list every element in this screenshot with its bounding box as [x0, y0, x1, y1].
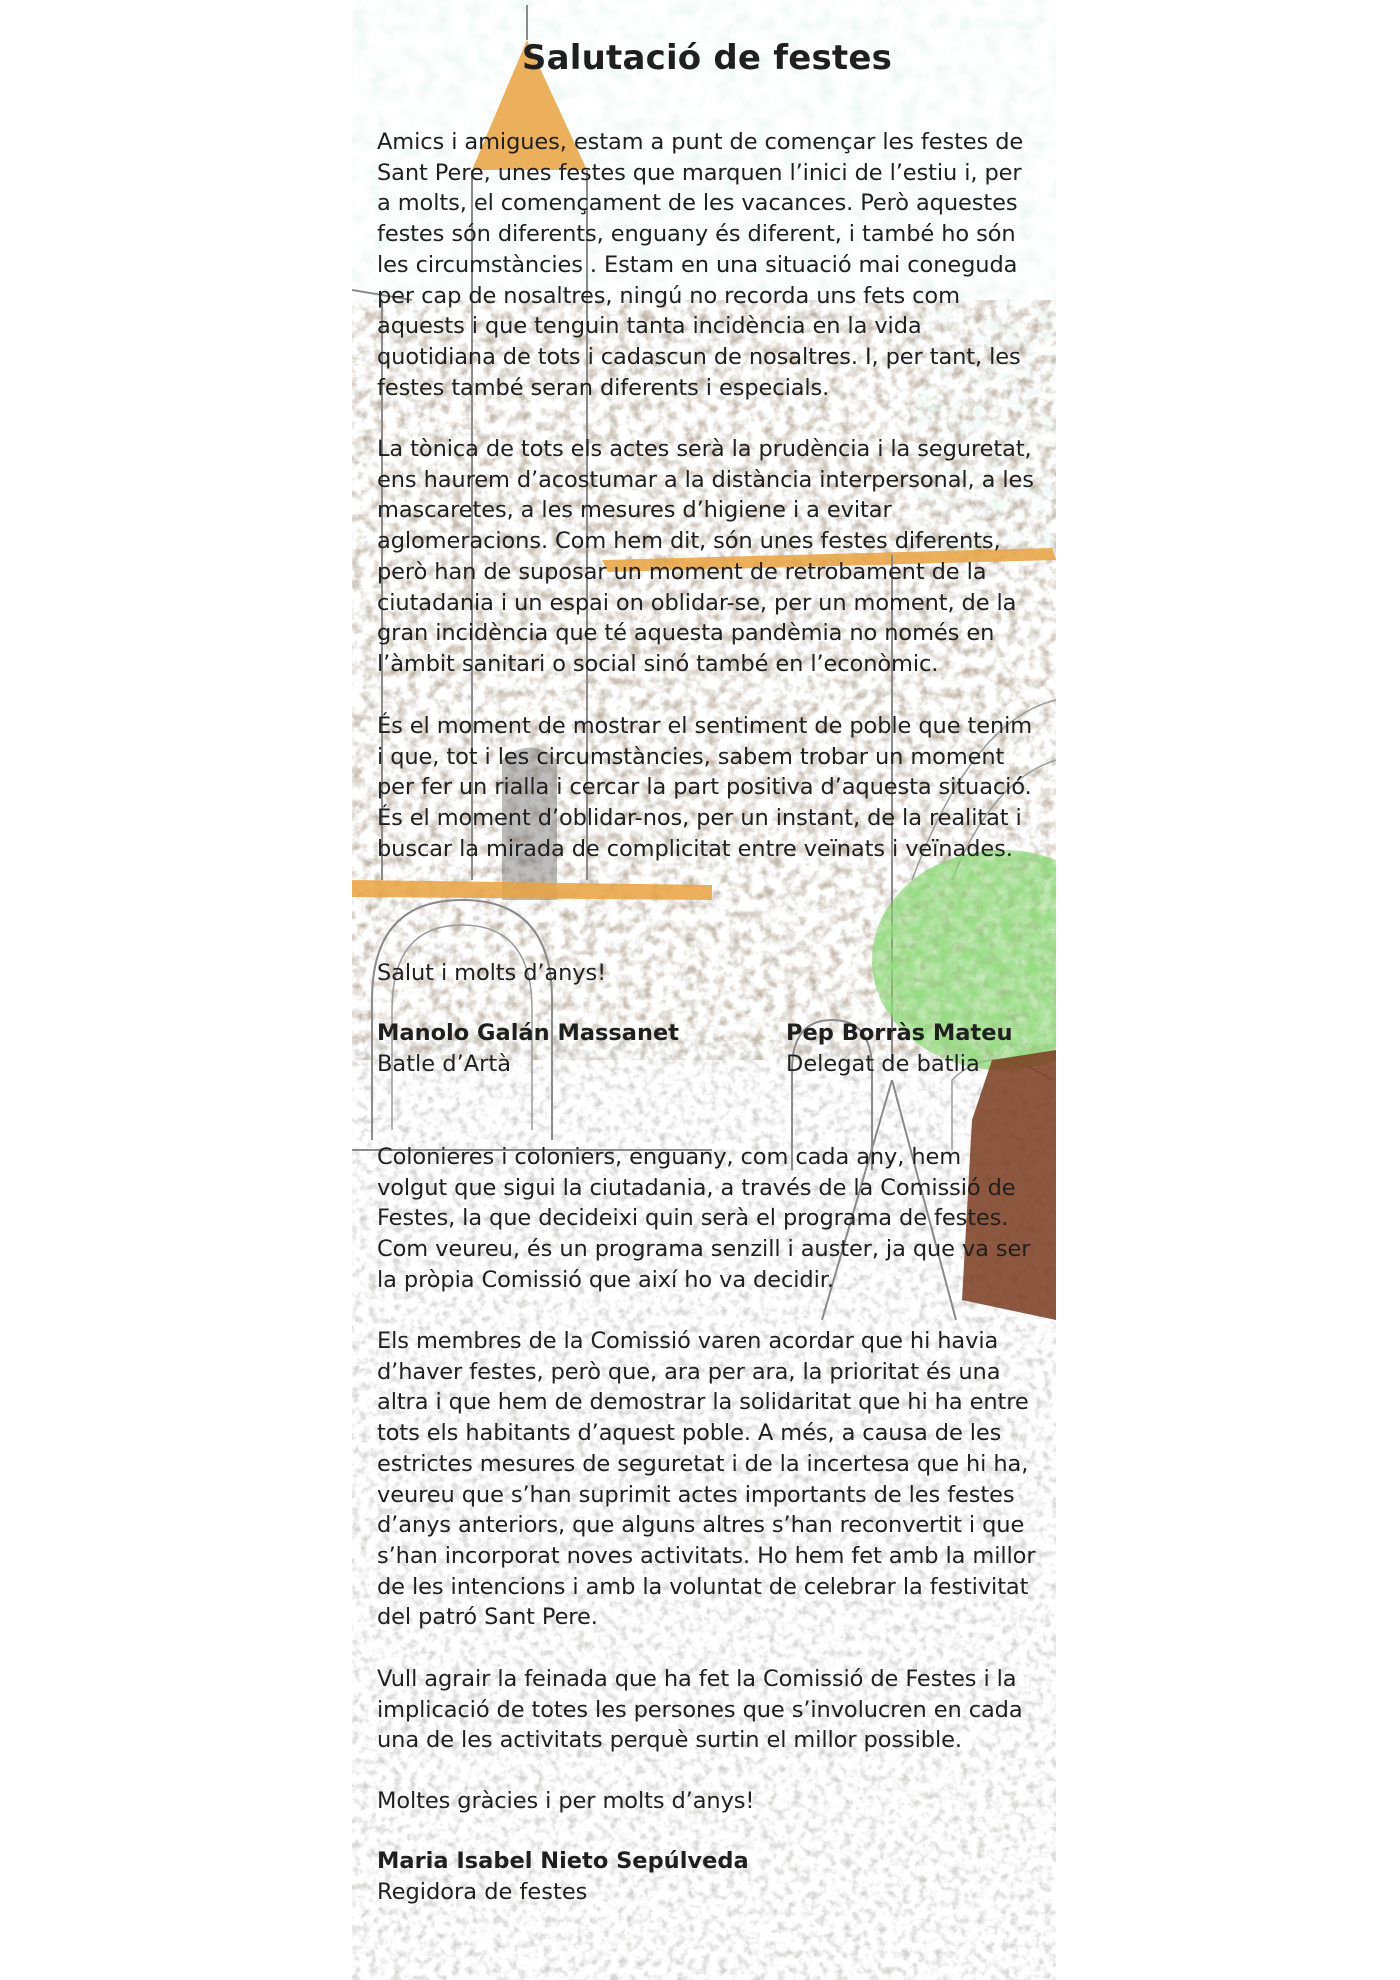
paragraph-commission: Els membres de la Comissió varen acordar que hi havia d’haver festes, però que, ara per ara, la prioritat és una altra i que hem de demostrar la solidaritat que hi ha entre tots els habitants d’aquest poble. A més, a causa de les estrictes mesures de seguretat i de la incertesa que hi ha, veureu que s’han suprimit actes importants de les festes d’anys anteriors, que alguns altres s’han reconvertit i que s’han incorporat noves activitats. Ho hem fet amb la millor de les intencions i amb la voluntat de celebrar la festivitat del patró Sant Pere.	[377, 1328, 1036, 1631]
closing-thanks: Moltes gràcies i per molts d’anys!	[377, 1788, 755, 1814]
signature-name: Pep Borràs Mateu	[786, 1020, 1013, 1046]
paragraph-intro: Amics i amigues, estam a punt de començar les festes de Sant Pere, unes festes que marquen l’inici de l’estiu i, per a molts, el començament de les vacances. Però aquestes festes són diferents, enguany és diferent, i també ho són les circumstàncies . Estam en una situació mai coneguda per cap de nosaltres, ningú no recorda uns fets com aquests i que tenguin tanta incidència en la vida quotidiana de tots i cadascun de nosaltres. I, per tant, les festes també seran diferents i especials.	[377, 129, 1024, 401]
page-title: Salutació de festes	[521, 38, 893, 78]
signature-councillor	[377, 1846, 749, 1907]
signature-role: Regidora de festes	[377, 1878, 588, 1905]
paragraph-prudence: La tònica de tots els actes serà la prudència i la seguretat, ens haurem d’acostumar a la distància interpersonal, a les mascaretes, a les mesures d’higiene i a evitar aglomeracions. Com hem dit, són unes festes diferents, però han de suposar un moment de retrobament de la ciutadania i un espai on oblidar-se, per un moment, de la gran incidència que té aquesta pandèmia no només en l’àmbit sanitari o social sinó també en l’econòmic.	[377, 436, 1034, 677]
signature-delegate	[786, 1018, 1013, 1079]
signature-name: Manolo Galán Massanet	[377, 1020, 680, 1046]
closing-greeting: Salut i molts d’anys!	[377, 960, 607, 986]
paragraph-thanks: Vull agrair la feinada que ha fet la Comissió de Festes i la implicació de totes les persones que s’involucren en cada una de les activitats perquè surtin el millor possible.	[377, 1666, 1023, 1754]
paragraph-coloniers: Colonieres i coloniers, enguany, com cada any, hem volgut que sigui la ciutadania, a través de la Comissió de Festes, la que decideixi quin serà el programa de festes. Com veureu, és un programa senzill i auster, ja que va ser la pròpia Comissió que així ho va decidir.	[377, 1144, 1031, 1293]
paragraph-moment: És el moment de mostrar el sentiment de poble que tenim i que, tot i les circumstàncies, sabem trobar un moment per fer un rialla i cercar la part positiva d’aquesta situació. És el moment d’oblidar-nos, per un instant, de la realitat i buscar la mirada de complicitat entre veïnats i veïnades.	[377, 713, 1033, 862]
signature-role: Batle d’Artà	[377, 1050, 511, 1077]
document-page	[352, 0, 1056, 1980]
signature-role: Delegat de batlia	[786, 1050, 980, 1077]
signature-mayor	[377, 1018, 679, 1079]
signature-name: Maria Isabel Nieto Sepúlveda	[377, 1848, 749, 1874]
